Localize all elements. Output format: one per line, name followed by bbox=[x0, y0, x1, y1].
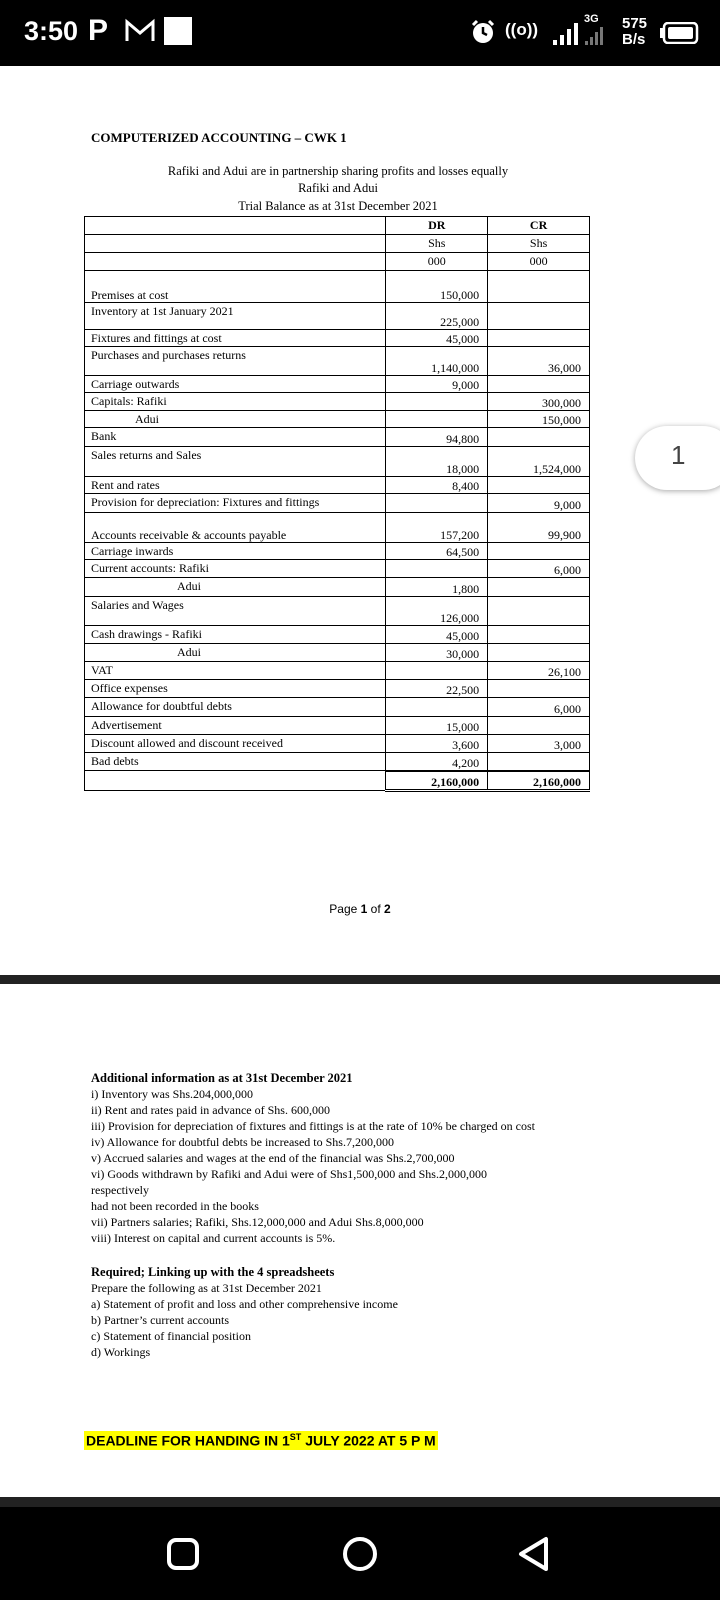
totals-row bbox=[85, 771, 590, 791]
table-row bbox=[85, 347, 590, 376]
trial-balance-title: Trial Balance as at 31st December 2021 bbox=[238, 199, 438, 213]
status-bar bbox=[0, 0, 720, 66]
gmail-icon bbox=[124, 18, 156, 49]
row-cr bbox=[488, 753, 590, 771]
table-row bbox=[85, 753, 590, 771]
row-dr: 8,400 bbox=[386, 477, 488, 494]
back-button[interactable] bbox=[516, 1535, 552, 1578]
row-dr: 45,000 bbox=[386, 626, 488, 644]
row-label: Adui bbox=[177, 645, 201, 659]
partnership-intro: Rafiki and Adui are in partnership sharing profits and losses equally bbox=[167, 164, 509, 178]
deadline-banner: DEADLINE FOR HANDING IN 1ST JULY 2022 AT 5 P M bbox=[86, 1432, 436, 1449]
status-time: 3:50 bbox=[24, 16, 79, 46]
row-cr bbox=[488, 626, 590, 644]
hotspot-icon: ((o)) bbox=[505, 20, 539, 39]
row-label: Salaries and Wages bbox=[85, 597, 386, 626]
row-label: Premises at cost bbox=[85, 271, 386, 303]
table-row bbox=[85, 698, 590, 717]
page-indicator-number: 1 bbox=[671, 440, 686, 470]
navigation-bar bbox=[0, 1507, 720, 1600]
list-item: vii) Partners salaries; Rafiki, Shs.12,000,000 and Adui Shs.8,000,000 bbox=[91, 1215, 424, 1229]
row-cr bbox=[488, 477, 590, 494]
row-dr bbox=[386, 698, 488, 717]
row-label: Carriage outwards bbox=[85, 376, 386, 393]
row-dr: 225,000 bbox=[386, 303, 488, 330]
table-row bbox=[85, 626, 590, 644]
row-label: Bank bbox=[85, 428, 386, 447]
required-intro: Prepare the following as at 31st December 2021 bbox=[91, 1281, 322, 1295]
row-dr bbox=[386, 494, 488, 513]
p-icon: P bbox=[88, 14, 109, 47]
table-row bbox=[85, 477, 590, 494]
row-cr: 99,900 bbox=[488, 513, 590, 543]
row-cr: 9,000 bbox=[488, 494, 590, 513]
row-cr bbox=[488, 543, 590, 560]
list-item: d) Workings bbox=[91, 1345, 151, 1359]
additional-information bbox=[91, 1070, 591, 1360]
row-label: Fixtures and fittings at cost bbox=[85, 330, 386, 347]
row-label: Rent and rates bbox=[85, 477, 386, 494]
table-row bbox=[85, 680, 590, 698]
list-item: viii) Interest on capital and current accounts is 5%. bbox=[91, 1231, 336, 1245]
row-label: Sales returns and Sales bbox=[85, 447, 386, 477]
row-cr bbox=[488, 578, 590, 597]
page-total: 2 bbox=[384, 902, 391, 916]
row-dr bbox=[386, 411, 488, 428]
row-label: Purchases and purchases returns bbox=[85, 347, 386, 376]
row-cr: 150,000 bbox=[488, 411, 590, 428]
document-title: COMPUTERIZED ACCOUNTING – CWK 1 bbox=[91, 130, 347, 145]
table-row bbox=[85, 330, 590, 347]
row-dr: 4,200 bbox=[386, 753, 488, 771]
row-dr: 150,000 bbox=[386, 271, 488, 303]
table-row bbox=[85, 428, 590, 447]
row-label: Office expenses bbox=[85, 680, 386, 698]
dr-scale: 000 bbox=[386, 253, 488, 271]
row-label: Cash drawings - Rafiki bbox=[85, 626, 386, 644]
row-dr: 94,800 bbox=[386, 428, 488, 447]
row-dr bbox=[386, 662, 488, 680]
table-row bbox=[85, 494, 590, 513]
row-label: Inventory at 1st January 2021 bbox=[85, 303, 386, 330]
list-item: ii) Rent and rates paid in advance of Shs. 600,000 bbox=[91, 1103, 330, 1117]
table-row bbox=[85, 543, 590, 560]
row-dr: 15,000 bbox=[386, 717, 488, 735]
row-dr: 126,000 bbox=[386, 597, 488, 626]
trial-balance-table bbox=[84, 216, 590, 792]
firm-name: Rafiki and Adui bbox=[298, 181, 378, 195]
row-label: Current accounts: Rafiki bbox=[85, 560, 386, 578]
row-cr bbox=[488, 644, 590, 662]
row-label: Bad debts bbox=[85, 753, 386, 771]
table-row bbox=[85, 303, 590, 330]
row-label: Advertisement bbox=[85, 717, 386, 735]
list-item: iv) Allowance for doubtful debts be increased to Shs.7,200,000 bbox=[91, 1135, 394, 1149]
row-dr: 3,600 bbox=[386, 735, 488, 753]
page-current: 1 bbox=[360, 902, 368, 916]
list-item: had not been recorded in the books bbox=[91, 1199, 259, 1213]
document-page-1[interactable] bbox=[0, 66, 720, 976]
row-label: Accounts receivable & accounts payable bbox=[85, 513, 386, 543]
row-label: Allowance for doubtful debts bbox=[85, 698, 386, 717]
table-row bbox=[85, 513, 590, 543]
alarm-icon bbox=[470, 19, 496, 50]
row-cr: 6,000 bbox=[488, 698, 590, 717]
speed-unit: B/s bbox=[622, 31, 646, 48]
list-item: a) Statement of profit and loss and other comprehensive income bbox=[91, 1297, 398, 1311]
table-row bbox=[85, 411, 590, 428]
total-dr: 2,160,000 bbox=[386, 771, 488, 791]
row-cr bbox=[488, 680, 590, 698]
table-row bbox=[85, 393, 590, 411]
table-row bbox=[85, 644, 590, 662]
row-label: VAT bbox=[85, 662, 386, 680]
additional-heading: Additional information as at 31st December 2021 bbox=[91, 1071, 353, 1085]
row-label: Adui bbox=[177, 579, 201, 593]
table-row bbox=[85, 447, 590, 477]
table-row bbox=[85, 662, 590, 680]
list-item: iii) Provision for depreciation of fixtures and fittings is at the rate of 10% be charged on cost bbox=[91, 1119, 535, 1133]
network-type: 3G bbox=[584, 13, 599, 25]
document-page-2[interactable] bbox=[0, 984, 720, 1497]
dr-header: DR bbox=[386, 217, 488, 235]
row-dr: 9,000 bbox=[386, 376, 488, 393]
row-cr: 1,524,000 bbox=[488, 447, 590, 477]
row-dr: 157,200 bbox=[386, 513, 488, 543]
table-row bbox=[85, 717, 590, 735]
battery-icon bbox=[659, 22, 699, 49]
row-label: Provision for depreciation: Fixtures and fittings bbox=[85, 494, 386, 513]
row-label: Carriage inwards bbox=[85, 543, 386, 560]
table-row bbox=[85, 735, 590, 753]
dr-unit: Shs bbox=[386, 235, 488, 253]
table-row bbox=[85, 597, 590, 626]
row-label: Discount allowed and discount received bbox=[85, 735, 386, 753]
recent-apps-button[interactable] bbox=[166, 1537, 200, 1576]
row-dr: 1,140,000 bbox=[386, 347, 488, 376]
list-item: i) Inventory was Shs.204,000,000 bbox=[91, 1087, 253, 1101]
row-dr: 64,500 bbox=[386, 543, 488, 560]
page-separator bbox=[0, 975, 720, 984]
signal-icon bbox=[552, 20, 578, 51]
square-icon bbox=[164, 17, 192, 45]
row-cr: 3,000 bbox=[488, 735, 590, 753]
table-row bbox=[85, 560, 590, 578]
row-cr bbox=[488, 376, 590, 393]
row-label: Capitals: Rafiki bbox=[85, 393, 386, 411]
row-cr bbox=[488, 428, 590, 447]
row-cr bbox=[488, 271, 590, 303]
total-cr: 2,160,000 bbox=[488, 771, 590, 791]
row-dr: 22,500 bbox=[386, 680, 488, 698]
page-separator bbox=[0, 1497, 720, 1507]
row-cr: 300,000 bbox=[488, 393, 590, 411]
cr-scale: 000 bbox=[488, 253, 590, 271]
list-item: v) Accrued salaries and wages at the end of the financial was Shs.2,700,000 bbox=[91, 1151, 455, 1165]
table-row bbox=[85, 376, 590, 393]
list-item: b) Partner’s current accounts bbox=[91, 1313, 230, 1327]
table-row bbox=[85, 271, 590, 303]
row-dr bbox=[386, 560, 488, 578]
row-cr bbox=[488, 597, 590, 626]
list-item: vi) Goods withdrawn by Rafiki and Adui were of Shs1,500,000 and Shs.2,000,000 respectively bbox=[91, 1167, 487, 1197]
row-cr bbox=[488, 717, 590, 735]
row-dr bbox=[386, 393, 488, 411]
row-dr: 30,000 bbox=[386, 644, 488, 662]
list-item: c) Statement of financial position bbox=[91, 1329, 251, 1343]
row-cr: 36,000 bbox=[488, 347, 590, 376]
signal-icon-secondary bbox=[584, 26, 606, 51]
speed-value: 575 bbox=[622, 15, 648, 32]
page-number: Page 1 of 2 bbox=[329, 902, 391, 916]
cr-unit: Shs bbox=[488, 235, 590, 253]
row-cr: 26,100 bbox=[488, 662, 590, 680]
row-cr: 6,000 bbox=[488, 560, 590, 578]
row-label: Adui bbox=[135, 412, 159, 426]
row-dr: 18,000 bbox=[386, 447, 488, 477]
required-heading: Required; Linking up with the 4 spreadsheets bbox=[91, 1265, 335, 1279]
row-dr: 1,800 bbox=[386, 578, 488, 597]
row-cr bbox=[488, 330, 590, 347]
row-dr: 45,000 bbox=[386, 330, 488, 347]
row-cr bbox=[488, 303, 590, 330]
home-button[interactable] bbox=[341, 1535, 379, 1578]
table-row bbox=[85, 578, 590, 597]
cr-header: CR bbox=[488, 217, 590, 235]
page-indicator[interactable] bbox=[635, 426, 720, 490]
